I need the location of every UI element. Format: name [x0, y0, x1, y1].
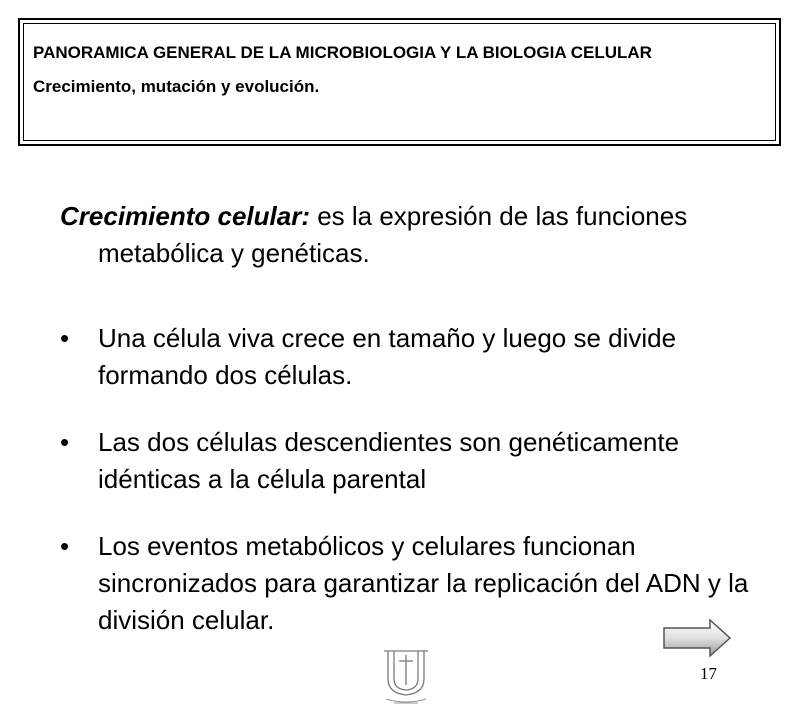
- bullet-marker: •: [60, 531, 70, 561]
- right-arrow-icon[interactable]: [662, 618, 732, 658]
- bullet-text: Las dos células descendientes son genéticamente idénticas a la célula parental: [98, 427, 680, 494]
- definition-text: es la expresión de las funciones metabólica y genéticas.: [98, 201, 688, 268]
- bullet-marker: •: [60, 427, 70, 457]
- definition-term: Crecimiento celular:: [60, 201, 310, 231]
- header-box: [18, 18, 781, 146]
- header-subtitle: Crecimiento, mutación y evolución.: [33, 77, 320, 96]
- list-item: [60, 320, 760, 394]
- list-item: [60, 528, 760, 639]
- definition-paragraph: [60, 198, 760, 272]
- header-title: PANORAMICA GENERAL DE LA MICROBIOLOGIA Y LA BIOLOGIA CELULAR: [33, 43, 652, 62]
- university-logo-icon: [378, 643, 434, 707]
- bullet-list: [60, 320, 760, 639]
- page-number: 17: [700, 664, 717, 683]
- slide-content: [60, 198, 760, 639]
- list-item: [60, 424, 760, 498]
- bullet-marker: •: [60, 323, 70, 353]
- header-inner: [23, 23, 776, 141]
- bullet-text: Una célula viva crece en tamaño y luego se divide formando dos células.: [98, 323, 677, 390]
- bullet-text: Los eventos metabólicos y celulares funcionan sincronizados para garantizar la replicación del ADN y la división celular.: [98, 531, 749, 635]
